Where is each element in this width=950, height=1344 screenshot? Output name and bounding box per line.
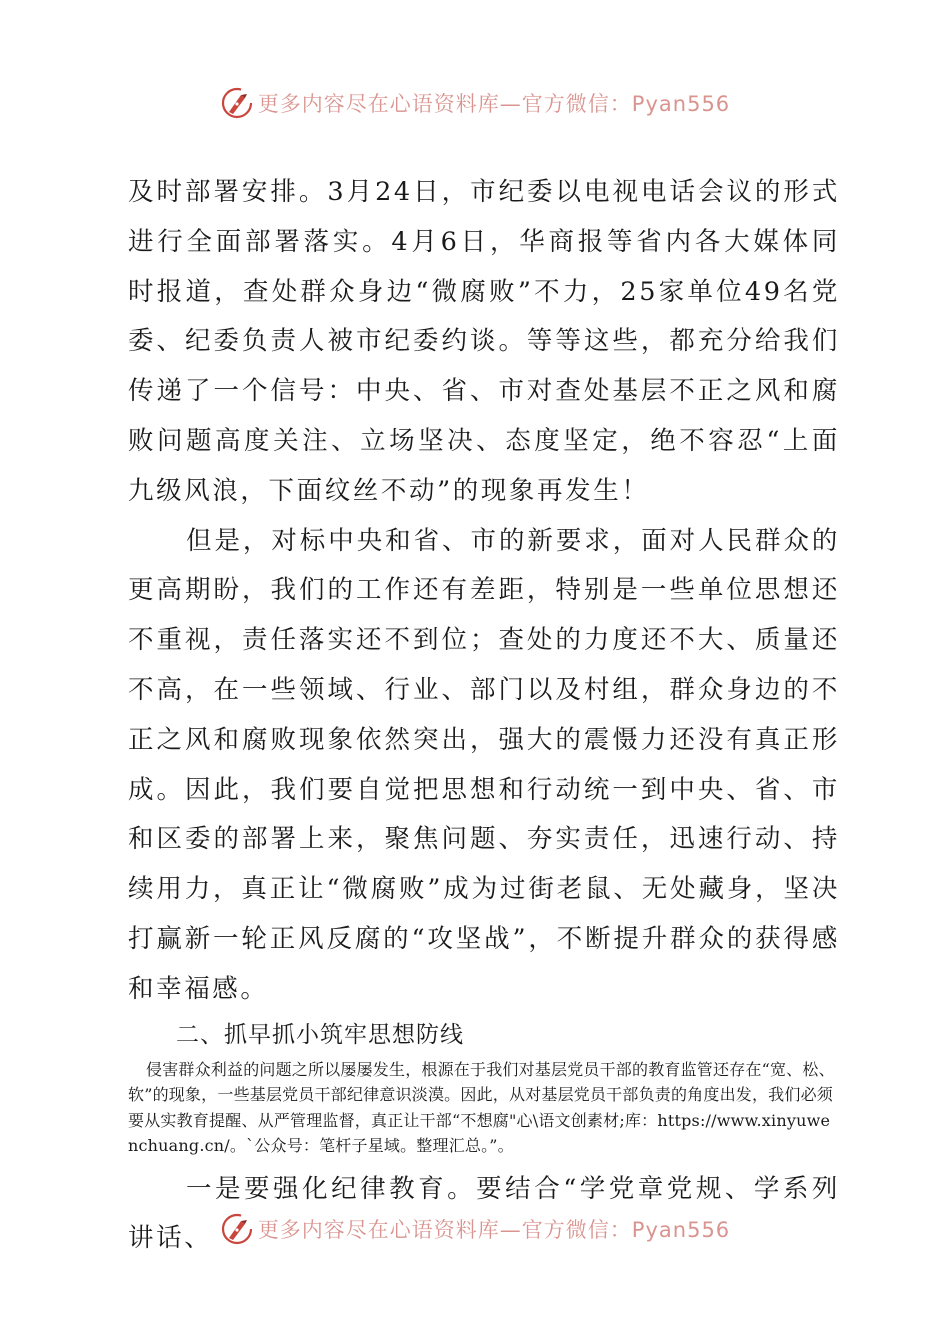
pen-nib-logo-icon: [220, 86, 254, 120]
body-paragraph-3: 一是要强化纪律教育。要结合“学党章党规、学系列讲话、: [128, 1173, 840, 1254]
small-paragraph: 侵害群众利益的问题之所以屡屡发生，根源在于我们对基层党员干部的教育监管还存在“宽、松、软”的现象，一些基层党员干部纪律意识淡漠。因此，从对基层党员干部负责的角度出发，我们必须要从实教育提醒、从严管理监督，真正让干部“不想腐"心\语文创素材;库：https://www.xinyuwenchuang.cn/。`公众号：笔杆子星域。整理汇总。”。: [128, 1059, 835, 1156]
header-banner-text: 更多内容尽在心语资料库—官方微信：Pyan556: [257, 92, 731, 116]
document-body: [128, 168, 840, 1264]
footer-banner: [0, 1209, 950, 1249]
header-banner: [0, 83, 950, 123]
pen-nib-logo-icon: [220, 1212, 254, 1246]
section-heading: 二、抓早抓小筑牢思想防线: [176, 1021, 464, 1048]
body-paragraph-2: 但是，对标中央和省、市的新要求，面对人民群众的更高期盼，我们的工作还有差距，特别是一些单位思想还不重视，责任落实还不到位；查处的力度还不大、质量还不高，在一些领域、行业、部门以及村组，群众身边的不正之风和腐败现象依然突出，强大的震慑力还没有真正形成。因此，我们要自觉把思想和行动统一到中央、省、市和区委的部署上来，聚焦问题、夯实责任，迅速行动、持续用力，真正让“微腐败”成为过街老鼠、无处藏身，坚决打赢新一轮正风反腐的“攻坚战”，不断提升群众的获得感和幸福感。: [128, 525, 840, 1004]
footer-banner-text: 更多内容尽在心语资料库—官方微信：Pyan556: [257, 1218, 731, 1242]
body-paragraph-1: 及时部署安排。3月24日，市纪委以电视电话会议的形式进行全面部署落实。4月6日，华商报等省内各大媒体同时报道，查处群众身边“微腐败”不力，25家单位49名党委、纪委负责人被市纪委约谈。等等这些，都充分给我们传递了一个信号：中央、省、市对查处基层不正之风和腐败问题高度关注、立场坚决、态度坚定，绝不容忍“上面九级风浪，下面纹丝不动”的现象再发生！: [128, 177, 840, 506]
